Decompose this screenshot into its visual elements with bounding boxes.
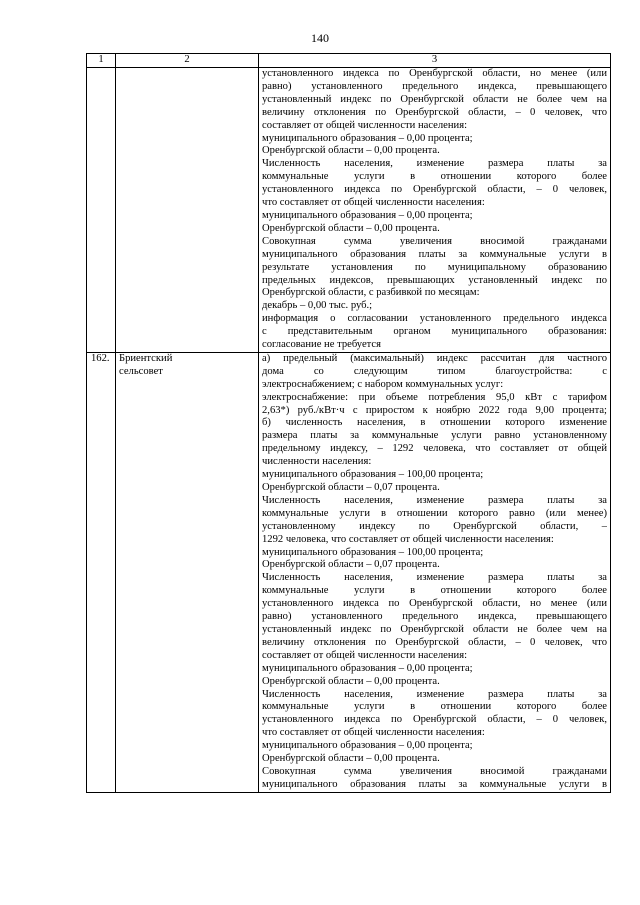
description-line: Численность населения, изменение размера платы за xyxy=(262,572,607,584)
description-line: электроснабжением; с набором коммунальных услуг: xyxy=(262,378,504,390)
description-line: Оренбургской области – 0,00 процента. xyxy=(262,222,440,234)
description-line: Оренбургской области – 0,00 процента. xyxy=(262,675,440,687)
description-line: Совокупная сумма увеличения вносимой гражданами xyxy=(262,235,607,247)
description-line: муниципального образования платы за коммунальные услуги в xyxy=(262,248,607,260)
table-row xyxy=(87,352,611,792)
description-line: установленного индекса по Оренбургской области, но менее (или xyxy=(262,68,607,79)
description-line: Численность населения, изменение размера платы за xyxy=(262,494,607,506)
municipality-name-line: Бриентский xyxy=(119,352,173,364)
description-line: муниципального образования – 100,00 процента; xyxy=(262,546,484,558)
row-number-cell: 162. xyxy=(87,352,116,792)
municipality-name-line: сельсовет xyxy=(119,365,163,377)
description-line: установленному индексу по Оренбургской области, – xyxy=(262,520,607,532)
description-line: электроснабжение: при объеме потребления 95,0 кВт с тарифом xyxy=(262,391,607,403)
column-header-1: 1 xyxy=(87,54,116,68)
column-header-2: 2 xyxy=(116,54,259,68)
description-line: что составляет от общей численности населения: xyxy=(262,727,485,739)
description-line: коммунальные услуги в отношении которого более xyxy=(262,171,607,183)
description-line: 2,63*) руб./кВт·ч с приростом к ноябрю 2022 года 9,00 процента; xyxy=(262,404,607,416)
description-line: величину отклонения по Оренбургской области, – 0 человек, что xyxy=(262,106,607,118)
description-line: размера платы за коммунальные услуги равно установленному xyxy=(262,430,607,442)
description-line: предельному индексу, – 1292 человека, что составляет от общей xyxy=(262,443,607,455)
description-line: Оренбургской области, с разбивкой по месяцам: xyxy=(262,287,480,299)
description-line: декабрь – 0,00 тыс. руб.; xyxy=(262,300,373,312)
description-line: муниципального образования – 0,00 процента; xyxy=(262,662,473,674)
description-line: муниципального образования – 0,00 процента; xyxy=(262,132,473,144)
description-line: согласование не требуется xyxy=(262,339,382,351)
description-line: коммунальные услуги в отношении которого более xyxy=(262,585,607,597)
description-line: муниципального образования – 0,00 процента; xyxy=(262,209,473,221)
description-line: установленный индекс по Оренбургской области не более чем на xyxy=(262,93,607,105)
description-line: Оренбургской области – 0,00 процента. xyxy=(262,145,440,157)
description-line: 1292 человека, что составляет от общей численности населения: xyxy=(262,533,554,545)
description-line: предельных индексов, превышающих установленный индекс по xyxy=(262,274,607,286)
description-line: Численность населения, изменение размера платы за xyxy=(262,158,607,170)
municipality-name-cell xyxy=(116,68,259,353)
description-line: составляет от общей численности населения: xyxy=(262,649,468,661)
description-line: равно) установленного предельного индекса, превышающего xyxy=(262,80,607,92)
description-line: установленного индекса по Оренбургской области, – 0 человек, xyxy=(262,184,607,196)
page-number: 140 xyxy=(311,31,329,45)
description-line: б) численность населения, в отношении которого изменение xyxy=(262,417,607,429)
description-line: муниципального образования платы за коммунальные услуги в xyxy=(262,778,607,790)
description-line: установленного индекса по Оренбургской области, но менее (или xyxy=(262,598,607,610)
data-table xyxy=(86,53,611,793)
table-row xyxy=(87,68,611,353)
description-line: коммунальные услуги в отношении которого равно (или менее) xyxy=(262,507,607,519)
column-header-3: 3 xyxy=(259,54,611,68)
description-line: установленного индекса по Оренбургской области, – 0 человек, xyxy=(262,714,607,726)
description-line: муниципального образования – 100,00 процента; xyxy=(262,469,484,481)
description-line: что составляет от общей численности населения: xyxy=(262,197,485,209)
row-number-cell xyxy=(87,68,116,353)
description-line: Численность населения, изменение размера платы за xyxy=(262,688,607,700)
description-line: Оренбургской области – 0,07 процента. xyxy=(262,559,440,571)
description-cell xyxy=(259,352,611,792)
description-line: величину отклонения по Оренбургской области, – 0 человек, что xyxy=(262,636,607,648)
description-line: Оренбургской области – 0,00 процента. xyxy=(262,753,440,765)
table-header-row xyxy=(87,54,611,68)
description-cell xyxy=(259,68,611,353)
description-line: а) предельный (максимальный) индекс рассчитан для частного xyxy=(262,352,607,364)
description-line: установленный индекс по Оренбургской области не более чем на xyxy=(262,623,607,635)
description-line: равно) установленного предельного индекса, превышающего xyxy=(262,611,607,623)
description-line: результате установления по муниципальному образованию xyxy=(262,261,607,273)
description-line: с представительным органом муниципального образования: xyxy=(262,326,607,338)
description-line: информация о согласовании установленного предельного индекса xyxy=(262,313,607,325)
description-line: муниципального образования – 0,00 процента; xyxy=(262,740,473,752)
description-line: составляет от общей численности населения: xyxy=(262,119,468,131)
description-line: численности населения: xyxy=(262,456,372,468)
description-line: Оренбургской области – 0,07 процента. xyxy=(262,482,440,493)
description-line: коммунальные услуги в отношении которого более xyxy=(262,701,607,713)
municipality-name-cell xyxy=(116,352,259,792)
description-line: Совокупная сумма увеличения вносимой гражданами xyxy=(262,765,607,777)
description-line: дома со следующим типом благоустройства: с xyxy=(262,365,607,377)
